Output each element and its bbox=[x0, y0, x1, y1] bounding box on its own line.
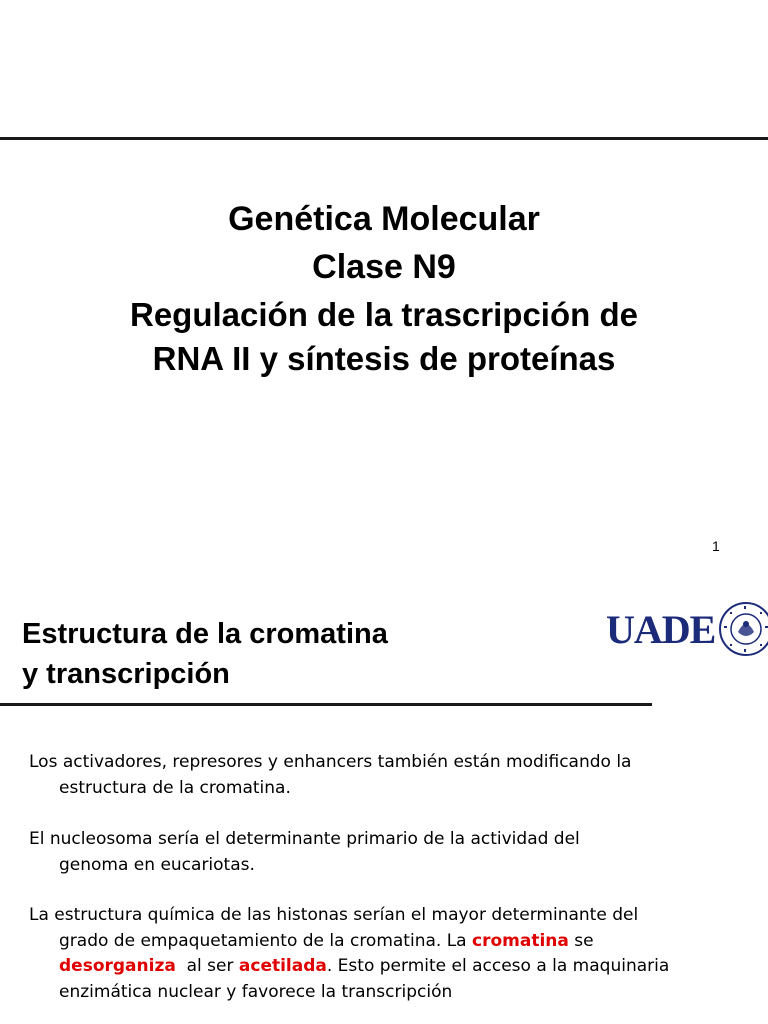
paragraph-2-line1: El nucleosoma sería el determinante primario de la actividad del bbox=[29, 829, 580, 849]
text: grado de empaquetamiento de la cromatina. La bbox=[59, 930, 472, 951]
paragraph-3-line1: La estructura química de las histonas serían el mayor determinante del bbox=[29, 905, 639, 925]
top-divider bbox=[0, 137, 768, 140]
slide-subtitle-line2: RNA II y síntesis de proteínas bbox=[152, 340, 616, 377]
section-divider bbox=[0, 703, 652, 706]
university-seal-icon bbox=[718, 600, 768, 658]
paragraph-3-line2 bbox=[29, 929, 759, 955]
section-title-line1: Estructura de la cromatina bbox=[22, 618, 388, 650]
paragraph-1-line1: Los activadores, represores y enhancers también están modificando la bbox=[29, 752, 632, 772]
highlight-cromatina: cromatina bbox=[472, 930, 569, 951]
paragraph-3-line4: enzimática nuclear y favorece la transcripción bbox=[59, 981, 453, 1002]
highlight-acetilada: acetilada bbox=[238, 956, 327, 976]
paragraph-3-line3 bbox=[29, 954, 759, 980]
paragraph-1-line2: estructura de la cromatina. bbox=[59, 777, 291, 798]
slide-subtitle-line1: Regulación de la trascripción de bbox=[130, 296, 638, 333]
slide-title-line1: Genética Molecular bbox=[228, 200, 540, 238]
paragraph-1 bbox=[29, 750, 759, 801]
text: se bbox=[568, 930, 594, 951]
highlight-desorganiza: desorganiza bbox=[59, 956, 176, 976]
slide-title-line2: Clase N9 bbox=[312, 248, 456, 286]
paragraph-2-line2: genoma en eucariotas. bbox=[59, 854, 255, 875]
logo-wordmark: UADE bbox=[606, 607, 716, 652]
uade-logo bbox=[606, 598, 768, 660]
section-title bbox=[22, 614, 388, 694]
text: . Esto permite el acceso a la maquinaria bbox=[326, 956, 670, 976]
paragraph-3 bbox=[29, 903, 759, 1005]
page-number: 1 bbox=[712, 538, 720, 554]
section-title-line2: y transcripción bbox=[22, 658, 230, 690]
paragraph-2 bbox=[29, 827, 759, 878]
text: al ser bbox=[175, 956, 239, 976]
